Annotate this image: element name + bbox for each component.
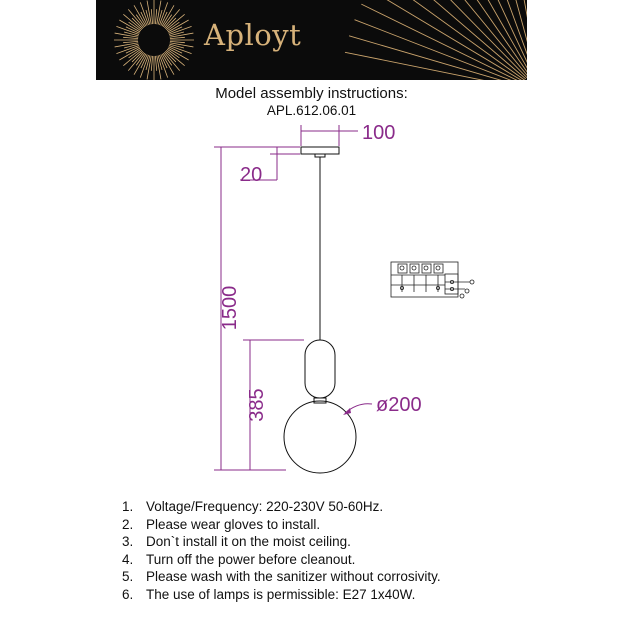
canopy-cap [315, 154, 325, 157]
model-number: APL.612.06.01 [266, 103, 357, 118]
instruction-number: 4. [122, 551, 134, 567]
upper-shade [305, 340, 335, 398]
page-title: Model assembly instructions: [215, 85, 408, 102]
instruction-text: The use of lamps is permissible: E27 1x40W. [146, 586, 416, 602]
instruction-text: Voltage/Frequency: 220-230V 50-60Hz. [146, 499, 384, 514]
ceiling-canopy [301, 147, 339, 154]
instruction-number: 5. [122, 569, 134, 584]
canopy-height-label: 20 [240, 164, 263, 186]
diameter-arrow [343, 408, 351, 415]
instruction-item [122, 533, 441, 551]
globe-shade [284, 401, 356, 473]
instruction-item [122, 516, 441, 534]
instruction-number: 3. [122, 534, 134, 549]
instructions-list [122, 498, 441, 603]
canopy-width-label: 100 [362, 122, 396, 144]
diameter-label: ø200 [376, 394, 422, 416]
instruction-item [122, 568, 441, 586]
instruction-number: 1. [122, 499, 134, 514]
instruction-text: Turn off the power before cleanout. [146, 551, 356, 567]
instruction-item [122, 586, 441, 604]
instruction-text: Don`t install it on the moist ceiling. [146, 534, 351, 549]
terminal-block-icon [391, 262, 474, 298]
total-height-label: 1500 [219, 285, 241, 331]
instruction-text: Please wash with the sanitizer without corrosivity. [146, 569, 441, 584]
instruction-text: Please wear gloves to install. [146, 516, 321, 532]
shade-height-label: 385 [246, 388, 268, 422]
instruction-number: 2. [122, 516, 134, 532]
instruction-item [122, 551, 441, 569]
instruction-item [122, 498, 441, 516]
brand-name: Aployt [204, 18, 302, 52]
instruction-number: 6. [122, 586, 134, 602]
